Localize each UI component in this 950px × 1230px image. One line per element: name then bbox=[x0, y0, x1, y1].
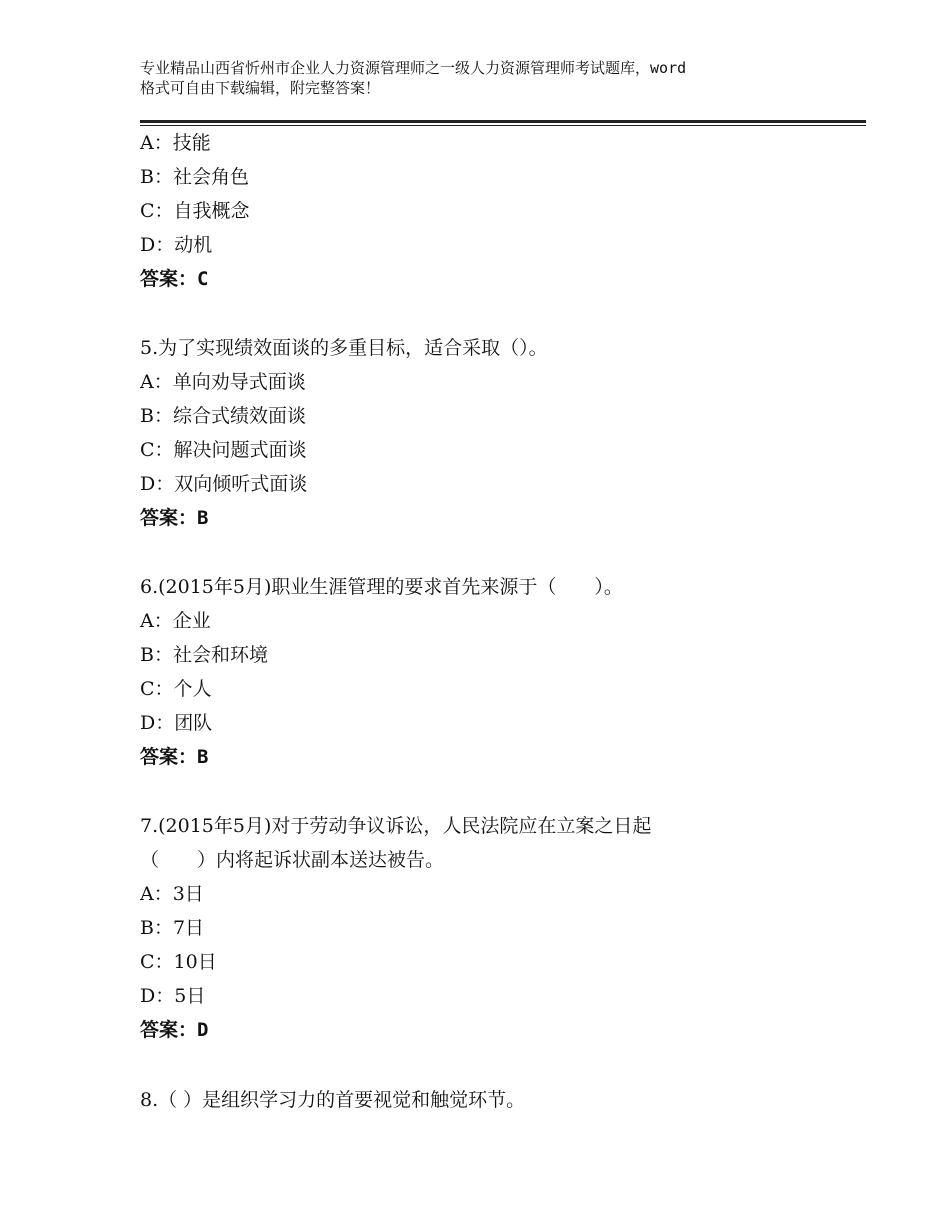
q5-option-b: B：综合式绩效面谈 bbox=[140, 405, 306, 427]
q6-option-a: A：企业 bbox=[140, 610, 211, 632]
q5-option-c: C：解决问题式面谈 bbox=[140, 439, 307, 461]
document-header bbox=[140, 58, 840, 98]
q4-option-d: D：动机 bbox=[140, 234, 213, 256]
q8-question: 8.（ ）是组织学习力的首要视觉和触觉环节。 bbox=[140, 1089, 526, 1111]
q7-option-c: C：10日 bbox=[140, 951, 217, 973]
q7-option-d: D：5日 bbox=[140, 985, 206, 1007]
q6-option-b: B：社会和环境 bbox=[140, 644, 268, 666]
header-rule-thick bbox=[140, 120, 866, 123]
q6-option-d: D：团队 bbox=[140, 712, 213, 734]
q5-option-d: D：双向倾听式面谈 bbox=[140, 473, 308, 495]
q4-option-b: B：社会角色 bbox=[140, 166, 249, 188]
q7-option-b: B：7日 bbox=[140, 917, 205, 939]
q4-answer: 答案：C bbox=[140, 268, 209, 290]
q4-option-a: A：技能 bbox=[140, 132, 211, 154]
header-rule-thin bbox=[140, 125, 866, 126]
q7-question-line-1: 7.(2015年5月)对于劳动争议诉讼，人民法院应在立案之日起 bbox=[140, 815, 652, 837]
q4-option-c: C：自我概念 bbox=[140, 200, 250, 222]
q7-question-line-2: （ ）内将起诉状副本送达被告。 bbox=[140, 849, 445, 871]
q5-question: 5.为了实现绩效面谈的多重目标，适合采取（）。 bbox=[140, 337, 548, 359]
q6-answer: 答案：B bbox=[140, 746, 209, 768]
q6-option-c: C：个人 bbox=[140, 678, 212, 700]
q7-answer: 答案：D bbox=[140, 1019, 209, 1041]
q7-option-a: A：3日 bbox=[140, 883, 204, 905]
header-line-1: 专业精品山西省忻州市企业人力资源管理师之一级人力资源管理师考试题库，word bbox=[140, 59, 687, 77]
header-line-2: 格式可自由下载编辑，附完整答案！ bbox=[140, 79, 381, 97]
q5-option-a: A：单向劝导式面谈 bbox=[140, 371, 306, 393]
q6-question: 6.(2015年5月)职业生涯管理的要求首先来源于（ ）。 bbox=[140, 576, 623, 598]
q5-answer: 答案：B bbox=[140, 507, 209, 529]
